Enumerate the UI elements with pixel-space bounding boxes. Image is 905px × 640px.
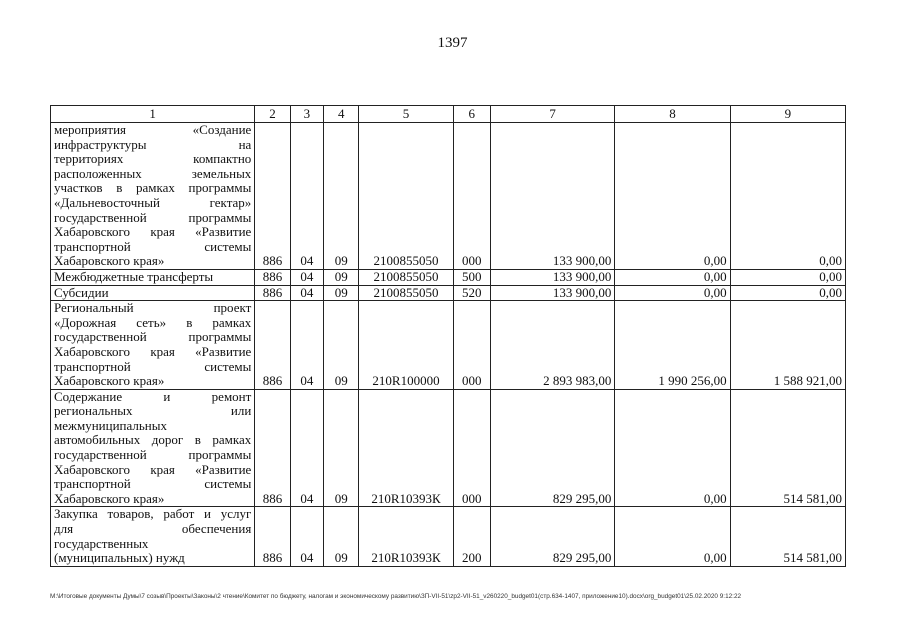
row-name-line: Закупка товаров, работ и услуг (54, 506, 252, 522)
subsection-code-cell: 09 (324, 269, 359, 285)
section-code-cell: 04 (290, 269, 323, 285)
column-header: 8 (615, 106, 730, 123)
row-name-line: государственных (54, 535, 149, 551)
table-row (51, 507, 846, 566)
gbrs-code-cell: 886 (255, 301, 290, 390)
expense-type-code-cell: 000 (453, 301, 490, 390)
row-name-line: межмуниципальных (54, 417, 167, 433)
table-row (51, 389, 846, 507)
row-name-line: Субсидии (54, 284, 109, 300)
subsection-code-cell: 09 (324, 301, 359, 390)
target-item-code-cell: 2100855050 (359, 123, 453, 270)
row-name-line: региональных или (54, 403, 252, 419)
amount-2022-cell: 514 581,00 (730, 507, 845, 566)
amount-2021-cell: 0,00 (615, 123, 730, 270)
gbrs-code-cell: 886 (255, 507, 290, 566)
target-item-code-cell: 210R10393К (359, 389, 453, 507)
row-name-line: государственной программы (54, 329, 252, 345)
page-number: 1397 (437, 35, 468, 51)
table-row (51, 285, 846, 301)
row-name-line: транспортной системы (54, 238, 252, 254)
section-code-cell: 04 (290, 285, 323, 301)
row-name-line: государственной программы (54, 447, 252, 463)
expense-type-code-cell: 000 (453, 389, 490, 507)
row-name-cell (51, 285, 255, 301)
table-row (51, 269, 846, 285)
target-item-code-cell: 210R100000 (359, 301, 453, 390)
subsection-code-cell: 09 (324, 285, 359, 301)
table-row (51, 301, 846, 390)
expense-type-code-cell: 520 (453, 285, 490, 301)
row-name-line: мероприятия «Создание (54, 122, 252, 137)
section-code-cell: 04 (290, 389, 323, 507)
gbrs-code-cell: 886 (255, 389, 290, 507)
amount-2020-cell: 133 900,00 (490, 269, 614, 285)
amount-2020-cell: 2 893 983,00 (490, 301, 614, 390)
gbrs-code-cell: 886 (255, 285, 290, 301)
row-name-line: Хабаровского края «Развитие (54, 461, 252, 477)
row-name-line: Межбюджетные трансферты (54, 268, 214, 284)
row-name-cell (51, 269, 255, 285)
column-header: 9 (730, 106, 845, 123)
amount-2020-cell: 133 900,00 (490, 123, 614, 270)
row-name-line: Хабаровского края «Развитие (54, 343, 252, 359)
amount-2021-cell: 0,00 (615, 507, 730, 566)
row-name-line: транспортной системы (54, 476, 252, 492)
section-code-cell: 04 (290, 123, 323, 270)
amount-2021-cell: 1 990 256,00 (615, 301, 730, 390)
amount-2022-cell: 514 581,00 (730, 389, 845, 507)
subsection-code-cell: 09 (324, 123, 359, 270)
column-header: 1 (51, 106, 255, 123)
amount-2021-cell: 0,00 (615, 389, 730, 507)
row-name-line: инфраструктуры на (54, 136, 252, 152)
gbrs-code-cell: 886 (255, 123, 290, 270)
table-row (51, 123, 846, 270)
row-name-line: (муниципальных) нужд (54, 550, 185, 566)
amount-2022-cell: 0,00 (730, 123, 845, 270)
row-name-line: Хабаровского края «Развитие (54, 224, 252, 240)
row-name-line: участков в рамках программы (54, 180, 252, 196)
amount-2021-cell: 0,00 (615, 269, 730, 285)
budget-table (50, 105, 846, 567)
row-name-line: Хабаровского края» (54, 490, 165, 506)
row-name-cell (51, 123, 255, 270)
amount-2022-cell: 0,00 (730, 269, 845, 285)
row-name-line: Хабаровского края» (54, 373, 165, 389)
row-name-line: «Дальневосточный гектар» (54, 194, 252, 210)
row-name-line: транспортной системы (54, 358, 252, 374)
section-code-cell: 04 (290, 507, 323, 566)
column-header: 4 (324, 106, 359, 123)
row-name-cell (51, 389, 255, 507)
table-header-row (51, 106, 846, 123)
row-name-line: Региональный проект (54, 300, 252, 316)
row-name-line: автомобильных дорог в рамках (54, 432, 252, 448)
row-name-line: для обеспечения (54, 521, 252, 537)
target-item-code-cell: 210R10393К (359, 507, 453, 566)
expense-type-code-cell: 000 (453, 123, 490, 270)
row-name-line: расположенных земельных (54, 165, 252, 181)
amount-2020-cell: 829 295,00 (490, 507, 614, 566)
file-path-footer: M:\Итоговые документы Думы\7 созыв\Проекты\Законы\2 чтение\Комитет по бюджету, налогам и экономическому развитию\ЗП-VII-51\zp2-VII-51_v260220_budget01(стр.634-1407, приложение10).docx\org_budget01\25.02.2020 9:12:22 (50, 593, 742, 600)
column-header: 6 (453, 106, 490, 123)
amount-2020-cell: 133 900,00 (490, 285, 614, 301)
section-code-cell: 04 (290, 301, 323, 390)
row-name-line: Хабаровского края» (54, 253, 165, 269)
expense-type-code-cell: 200 (453, 507, 490, 566)
expense-type-code-cell: 500 (453, 269, 490, 285)
subsection-code-cell: 09 (324, 507, 359, 566)
gbrs-code-cell: 886 (255, 269, 290, 285)
amount-2020-cell: 829 295,00 (490, 389, 614, 507)
column-header: 3 (290, 106, 323, 123)
amount-2021-cell: 0,00 (615, 285, 730, 301)
row-name-line: Содержание и ремонт (54, 388, 252, 404)
column-header: 2 (255, 106, 290, 123)
target-item-code-cell: 2100855050 (359, 269, 453, 285)
amount-2022-cell: 1 588 921,00 (730, 301, 845, 390)
target-item-code-cell: 2100855050 (359, 285, 453, 301)
row-name-cell (51, 301, 255, 390)
amount-2022-cell: 0,00 (730, 285, 845, 301)
subsection-code-cell: 09 (324, 389, 359, 507)
row-name-line: государственной программы (54, 209, 252, 225)
row-name-cell (51, 507, 255, 566)
column-header: 7 (490, 106, 614, 123)
row-name-line: «Дорожная сеть» в рамках (54, 314, 252, 330)
column-header: 5 (359, 106, 453, 123)
row-name-line: территориях компактно (54, 151, 252, 167)
